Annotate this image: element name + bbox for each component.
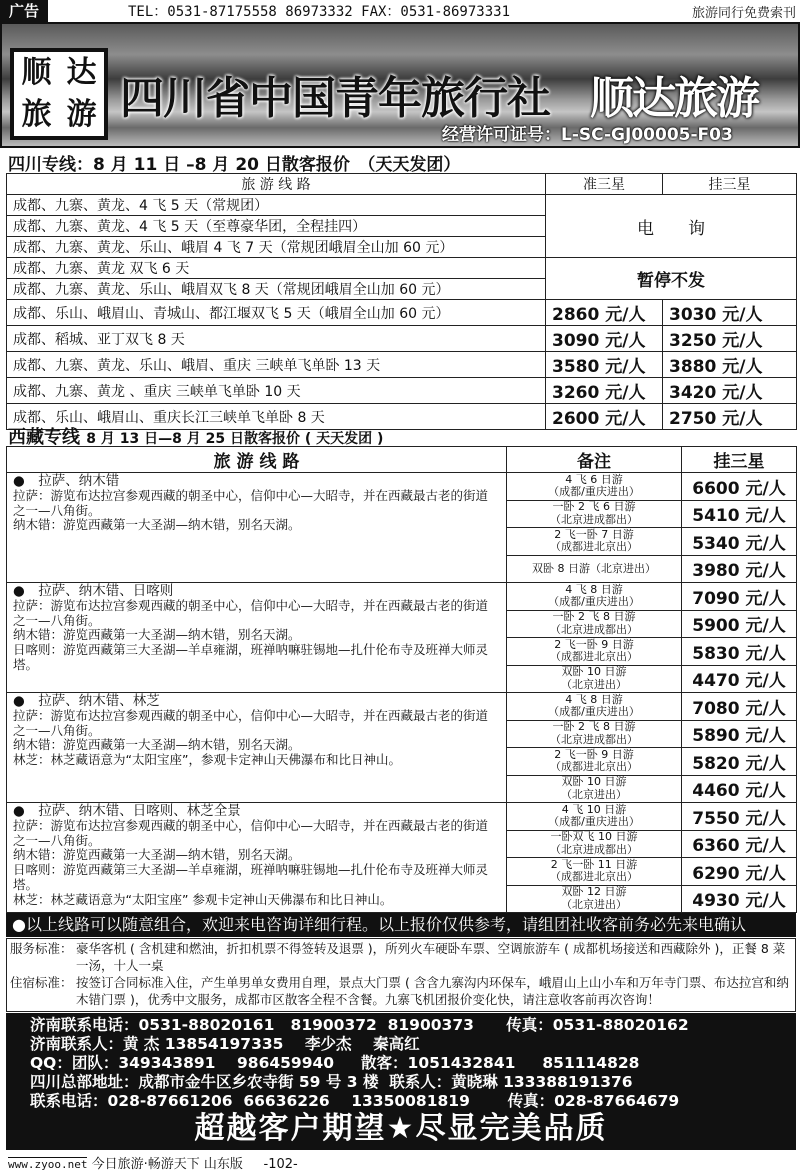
table-row <box>7 473 797 501</box>
price-cell: 7080 元/人 <box>682 693 797 721</box>
service-standards <box>6 938 796 1012</box>
table-row <box>7 693 797 721</box>
header-remark: 备注 <box>507 447 682 473</box>
route-detail: 纳木错：游览西藏第一大圣湖—纳木错，别名天湖。 <box>13 627 301 643</box>
route-description-cell <box>7 803 507 913</box>
page-number: -102- <box>242 1157 298 1172</box>
lodging-text: 按签订合同标准入住，产生单男单女费用自理，景点大门票 ( 含含九寨沟内环保车，峨眉山上山小车和万年寺门票、布达拉宫和纳木错门票 )，优秀中文服务，成都市区散客全程不含餐。九寨飞机团报价变化快，请注意收客前再次咨询！ <box>76 975 789 1007</box>
remark-cell: 一卧 2 飞 8 日游 （北京进成都出） <box>507 610 682 638</box>
remark-cell: 一卧双飞 10 日游 （北京进成都出） <box>507 830 682 858</box>
service-label: 服务标准： <box>10 941 73 956</box>
remark-cell: 双卧 8 日游（北京进出） <box>507 555 682 583</box>
header-route: 旅 游 线 路 <box>7 447 507 473</box>
price-cell: 5410 元/人 <box>682 500 797 528</box>
route-name: ● 拉萨、纳木错、日喀则、林芝全景 <box>13 803 241 819</box>
table-row <box>7 326 797 352</box>
route-description-cell <box>7 473 507 583</box>
remark-cell: 2 飞一卧 9 日游 （成都进北京出） <box>507 748 682 776</box>
route-detail: 纳木错：游览西藏第一大圣湖—纳木错，别名天湖。 <box>13 737 301 753</box>
remark-cell: 4 飞 8 日游 （成都/重庆进出） <box>507 693 682 721</box>
remark-cell: 4 飞 6 日游 （成都/重庆进出） <box>507 473 682 501</box>
price-rated-cell: 3250 元/人 <box>663 326 797 352</box>
jinan-contacts: 济南联系人：黄 杰 13854197335 李少杰 秦高红 <box>30 1035 420 1053</box>
footer <box>8 1153 298 1172</box>
footer-paper: 今日旅游·畅游天下 山东版 <box>87 1157 243 1172</box>
logo-char: 游 <box>66 97 97 132</box>
table-row <box>7 803 797 831</box>
remark-cell: 4 飞 10 日游 （成都/重庆进出） <box>507 803 682 831</box>
banner <box>0 22 800 148</box>
price-cell: 5890 元/人 <box>682 720 797 748</box>
logo <box>10 48 108 140</box>
sichuan-phone: 联系电话：028-87661206 66636226 13350081819 传真：028-87664679 <box>30 1092 680 1110</box>
route-cell: 成都、九寨、黄龙、4 飞 5 天（常规团） <box>7 195 546 216</box>
footer-url[interactable]: www.zyoo.net <box>8 1158 88 1171</box>
header-3star-standard: 准三星 <box>546 174 663 195</box>
remark-cell: 2 飞一卧 11 日游 （成都进北京出） <box>507 858 682 886</box>
lodging-label: 住宿标准： <box>10 975 73 990</box>
service-text: 豪华客机 ( 含机建和燃油，折扣机票不得签转及退票 )，所列火车硬卧车票、空调旅游车 ( 成都机场接送和西藏除外 )，正餐 8 菜一汤，十人一桌 <box>76 941 786 973</box>
notice-bar: ●以上线路可以随意组合，欢迎来电咨询详细行程。以上报价仅供参考，请组团社收客前务必先来电确认 <box>6 913 796 937</box>
header-3star-rated: 挂三星 <box>663 174 797 195</box>
price-rated-cell: 2750 元/人 <box>663 404 797 430</box>
route-cell: 成都、九寨、黄龙 双飞 6 天 <box>7 258 546 279</box>
price-cell: 4470 元/人 <box>682 665 797 693</box>
ad-label: 广告 <box>0 0 48 22</box>
route-cell: 成都、九寨、黄龙、乐山、峨眉双飞 8 天（常规团峨眉全山加 60 元） <box>7 279 546 300</box>
slogan: 超越客户期望★尽显完美品质 <box>194 1111 608 1146</box>
table-row <box>7 195 797 216</box>
remark-cell: 双卧 10 日游 （北京进出） <box>507 775 682 803</box>
route-detail: 拉萨：游览布达拉宫参观西藏的朝圣中心，信仰中心—大昭寺，并在西藏最古老的街道之一—八角街。 <box>13 487 489 518</box>
sichuan-title: 四川专线：8 月 11 日 –8 月 20 日散客报价 （天天发团） <box>8 155 461 175</box>
price-standard-cell: 3260 元/人 <box>546 378 663 404</box>
route-cell: 成都、九寨、黄龙、4 飞 5 天（至尊豪华团，全程挂四） <box>7 216 546 237</box>
header-3star-rated: 挂三星 <box>682 447 797 473</box>
route-name: ● 拉萨、纳木错、日喀则 <box>13 583 174 599</box>
license-number: 经营许可证号：L-SC-GJ00005-F03 <box>442 125 733 145</box>
price-cell: 5830 元/人 <box>682 638 797 666</box>
route-name: ● 拉萨、纳木错、林芝 <box>13 693 160 709</box>
route-cell: 成都、稻城、亚丁双飞 8 天 <box>7 326 546 352</box>
remark-cell: 4 飞 8 日游 （成都/重庆进出） <box>507 583 682 611</box>
route-cell: 成都、九寨、黄龙、乐山、峨眉、重庆 三峡单飞单卧 13 天 <box>7 352 546 378</box>
table-row <box>7 258 797 279</box>
price-cell: 5340 元/人 <box>682 528 797 556</box>
route-detail: 纳木错：游览西藏第一大圣湖—纳木错，别名天湖。 <box>13 517 301 533</box>
price-cell: 6360 元/人 <box>682 830 797 858</box>
route-cell: 成都、乐山、峨眉山、青城山、都江堰双飞 5 天（峨眉全山加 60 元） <box>7 300 546 326</box>
price-cell: 4460 元/人 <box>682 775 797 803</box>
price-rated-cell: 3030 元/人 <box>663 300 797 326</box>
header-route: 旅 游 线 路 <box>7 174 546 195</box>
remark-cell: 2 飞一卧 9 日游 （成都进北京出） <box>507 638 682 666</box>
contact-block <box>6 1013 796 1150</box>
route-detail: 日喀则：游览西藏第三大圣湖—羊卓雍湖，班禅呐嘛驻锡地—扎什伦布寺及班禅大师灵塔。 <box>13 642 489 672</box>
price-cell: 7090 元/人 <box>682 583 797 611</box>
route-detail: 纳木错：游览西藏第一大圣湖—纳木错，别名天湖。 <box>13 847 301 863</box>
route-cell: 成都、九寨、黄龙 、重庆 三峡单飞单卧 10 天 <box>7 378 546 404</box>
tibet-title-main: 西藏专线 <box>8 427 80 448</box>
route-description-cell <box>7 583 507 693</box>
tibet-price-table <box>6 446 797 913</box>
price-cell: 6290 元/人 <box>682 858 797 886</box>
route-detail: 林芝：林芝藏语意为“太阳宝座”，参观卡定神山天佛瀑布和比日神山。 <box>13 752 401 768</box>
table-row <box>7 300 797 326</box>
jinan-phone: 济南联系电话：0531-88020161 81900372 81900373 传真：0531-88020162 <box>30 1016 689 1034</box>
table-row <box>7 583 797 611</box>
price-rated-cell: 3880 元/人 <box>663 352 797 378</box>
remark-cell: 一卧 2 飞 8 日游 （北京进成都出） <box>507 720 682 748</box>
company-name: 四川省中国青年旅行社 <box>120 73 550 124</box>
route-cell: 成都、九寨、黄龙、乐山、峨眉 4 飞 7 天（常规团峨眉全山加 60 元） <box>7 237 546 258</box>
price-cell: 6600 元/人 <box>682 473 797 501</box>
price-cell: 3980 元/人 <box>682 555 797 583</box>
price-cell: 5900 元/人 <box>682 610 797 638</box>
remark-cell: 双卧 10 日游 （北京进出） <box>507 665 682 693</box>
price-standard-cell: 2860 元/人 <box>546 300 663 326</box>
sichuan-address: 四川总部地址：成都市金牛区乡农寺街 59 号 3 楼 联系人：黄晓琳 133388191376 <box>30 1073 633 1091</box>
price-standard-cell: 3580 元/人 <box>546 352 663 378</box>
route-detail: 日喀则：游览西藏第三大圣湖—羊卓雍湖，班禅呐嘛驻锡地—扎什伦布寺及班禅大师灵塔。 <box>13 862 489 892</box>
tel-fax: TEL：0531-87175558 86973332 FAX：0531-86973331 <box>128 1 510 23</box>
route-detail: 林芝：林芝藏语意为“太阳宝座” 参观卡定神山天佛瀑布和比日神山。 <box>13 891 393 907</box>
price-standard-cell: 2600 元/人 <box>546 404 663 430</box>
price-cell: 7550 元/人 <box>682 803 797 831</box>
price-rated-cell: 3420 元/人 <box>663 378 797 404</box>
price-ask-cell: 电 询 <box>546 195 797 258</box>
free-catalog-text: 旅游同行免费索刊 <box>691 6 796 21</box>
remark-cell: 双卧 12 日游 （北京进出） <box>507 885 682 913</box>
price-cell: 5820 元/人 <box>682 748 797 776</box>
table-row <box>7 378 797 404</box>
sichuan-price-table <box>6 173 797 430</box>
brand-name: 顺达旅游 <box>590 73 758 124</box>
route-detail: 拉萨：游览布达拉宫参观西藏的朝圣中心，信仰中心—大昭寺，并在西藏最古老的街道之一—八角街。 <box>13 817 489 848</box>
logo-char: 达 <box>66 55 97 90</box>
logo-char: 顺 <box>21 55 52 90</box>
table-row <box>7 352 797 378</box>
route-name: ● 拉萨、纳木错 <box>13 473 120 489</box>
qq-numbers: QQ：团队：349343891 986459940 散客：1051432841 851114828 <box>30 1054 640 1072</box>
price-paused-cell: 暂停不发 <box>546 258 797 300</box>
logo-char: 旅 <box>21 97 52 132</box>
remark-cell: 2 飞一卧 7 日游 （成都进北京出） <box>507 528 682 556</box>
route-detail: 拉萨：游览布达拉宫参观西藏的朝圣中心，信仰中心—大昭寺，并在西藏最古老的街道之一—八角街。 <box>13 707 489 738</box>
price-cell: 4930 元/人 <box>682 885 797 913</box>
tibet-subtitle: 8 月 13 日—8 月 25 日散客报价 ( 天天发团 ) <box>86 431 384 447</box>
route-description-cell <box>7 693 507 803</box>
remark-cell: 一卧 2 飞 6 日游 （北京进成都出） <box>507 500 682 528</box>
top-bar <box>0 0 800 22</box>
price-standard-cell: 3090 元/人 <box>546 326 663 352</box>
route-cell: 成都、乐山、峨眉山、重庆长江三峡单飞单卧 8 天 <box>7 404 546 430</box>
route-detail: 拉萨：游览布达拉宫参观西藏的朝圣中心，信仰中心—大昭寺，并在西藏最古老的街道之一—八角街。 <box>13 597 489 628</box>
